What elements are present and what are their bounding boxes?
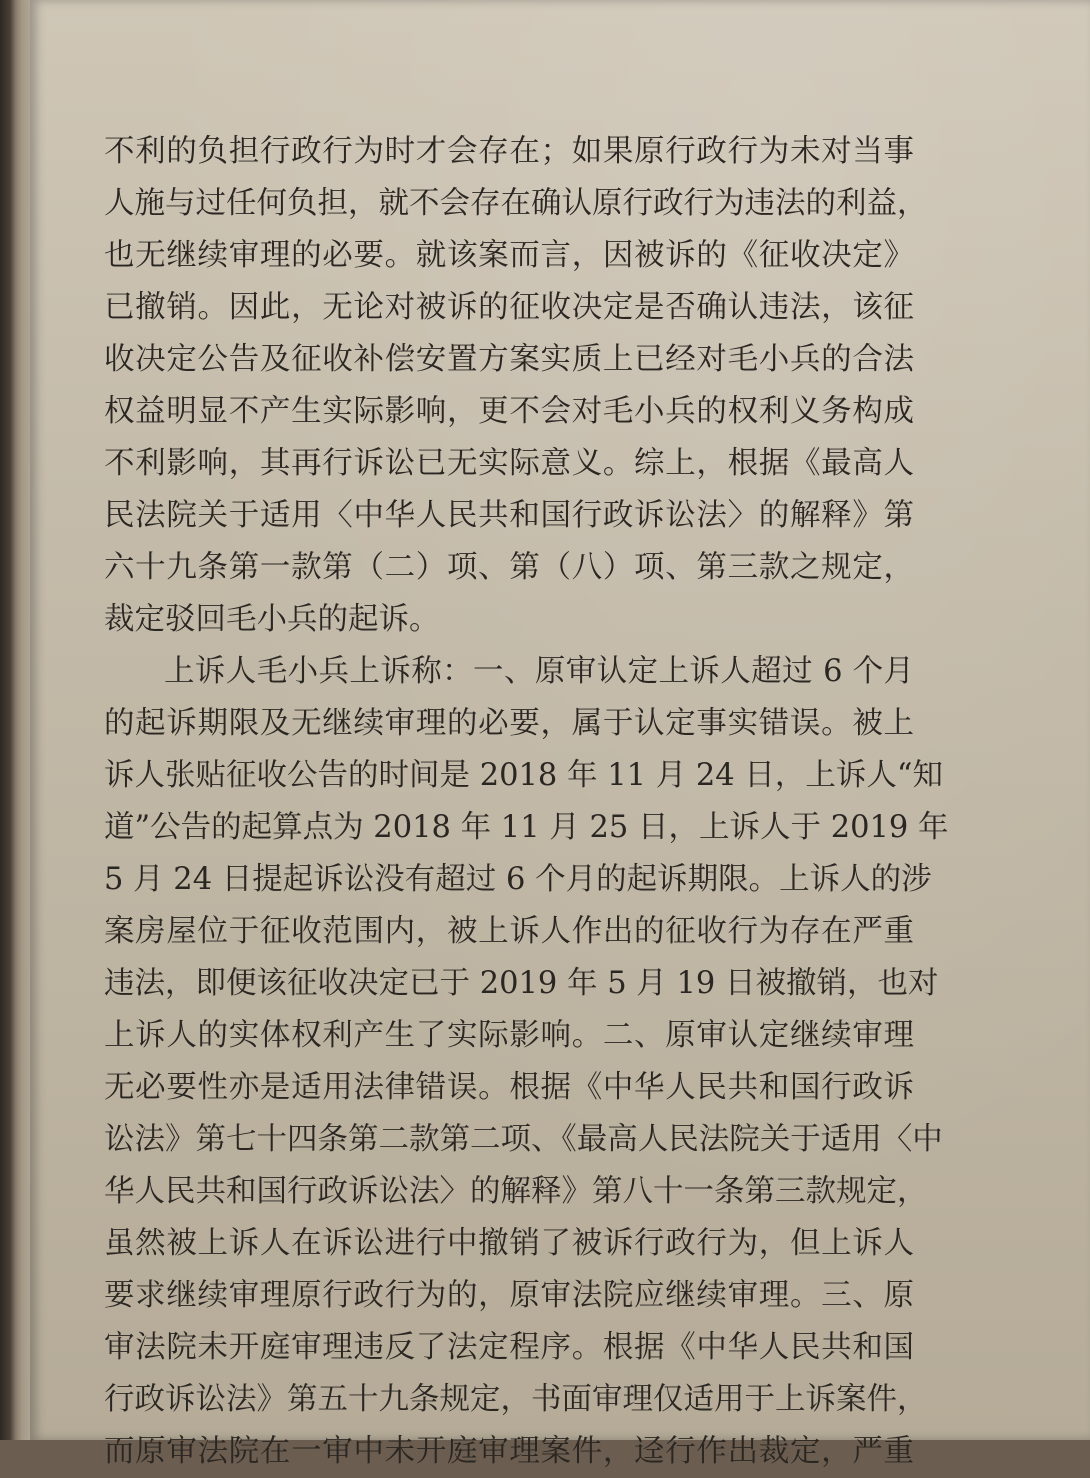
text-line: 无必要性亦是适用法律错误。根据《中华人民共和国行政诉 xyxy=(104,1070,914,1105)
text-line: 不利的负担行政行为时才会存在；如果原行政行为未对当事 xyxy=(104,134,914,169)
text-line: 已撤销。因此，无论对被诉的征收决定是否确认违法，该征 xyxy=(104,290,914,325)
text-line: 的起诉期限及无继续审理的必要，属于认定事实错误。被上 xyxy=(104,706,914,741)
text-line: 不利影响，其再行诉讼已无实际意义。综上，根据《最高人 xyxy=(104,446,914,481)
document-body xyxy=(104,126,949,1478)
text-line: 诉人张贴征收公告的时间是 2018 年 11 月 24 日，上诉人“知 xyxy=(104,758,944,793)
text-line: 案房屋位于征收范围内，被上诉人作出的征收行为存在严重 xyxy=(104,914,914,949)
text-line: 六十九条第一款第（二）项、第（八）项、第三款之规定， xyxy=(104,550,914,585)
text-line: 违法，即便该征收决定已于 2019 年 5 月 19 日被撤销，也对 xyxy=(104,966,939,1001)
text-line: 虽然被上诉人在诉讼进行中撤销了被诉行政行为，但上诉人 xyxy=(104,1226,914,1261)
paper-sheet xyxy=(30,0,1090,1469)
text-line: 也无继续审理的必要。就该案而言，因被诉的《征收决定》 xyxy=(104,238,914,273)
text-line: 裁定驳回毛小兵的起诉。 xyxy=(104,602,440,637)
text-line: 审法院未开庭审理违反了法定程序。根据《中华人民共和国 xyxy=(104,1330,914,1365)
text-line: 要求继续审理原行政行为的，原审法院应继续审理。三、原 xyxy=(104,1278,914,1313)
text-line: 道”公告的起算点为 2018 年 11 月 25 日，上诉人于 2019 年 xyxy=(104,810,949,845)
text-line: 人施与过任何负担，就不会存在确认原行政行为违法的利益， xyxy=(104,186,928,221)
text-line: 华人民共和国行政诉讼法〉的解释》第八十一条第三款规定， xyxy=(104,1174,928,1209)
text-line: 而原审法院在一审中未开庭审理案件，迳行作出裁定，严重 xyxy=(104,1434,914,1469)
text-line: 上诉人的实体权利产生了实际影响。二、原审认定继续审理 xyxy=(104,1018,914,1053)
text-line: 行政诉讼法》第五十九条规定，书面审理仅适用于上诉案件， xyxy=(104,1382,928,1417)
text-line: 收决定公告及征收补偿安置方案实质上已经对毛小兵的合法 xyxy=(104,342,914,377)
text-line: 权益明显不产生实际影响，更不会对毛小兵的权利义务构成 xyxy=(104,394,914,429)
text-line: 民法院关于适用〈中华人民共和国行政诉讼法〉的解释》第 xyxy=(104,498,914,533)
text-line: 讼法》第七十四条第二款第二项、《最高人民法院关于适用〈中 xyxy=(104,1122,943,1157)
text-line: 5 月 24 日提起诉讼没有超过 6 个月的起诉期限。上诉人的涉 xyxy=(104,862,932,897)
paragraph-start-line: 上诉人毛小兵上诉称：一、原审认定上诉人超过 6 个月 xyxy=(164,654,914,689)
